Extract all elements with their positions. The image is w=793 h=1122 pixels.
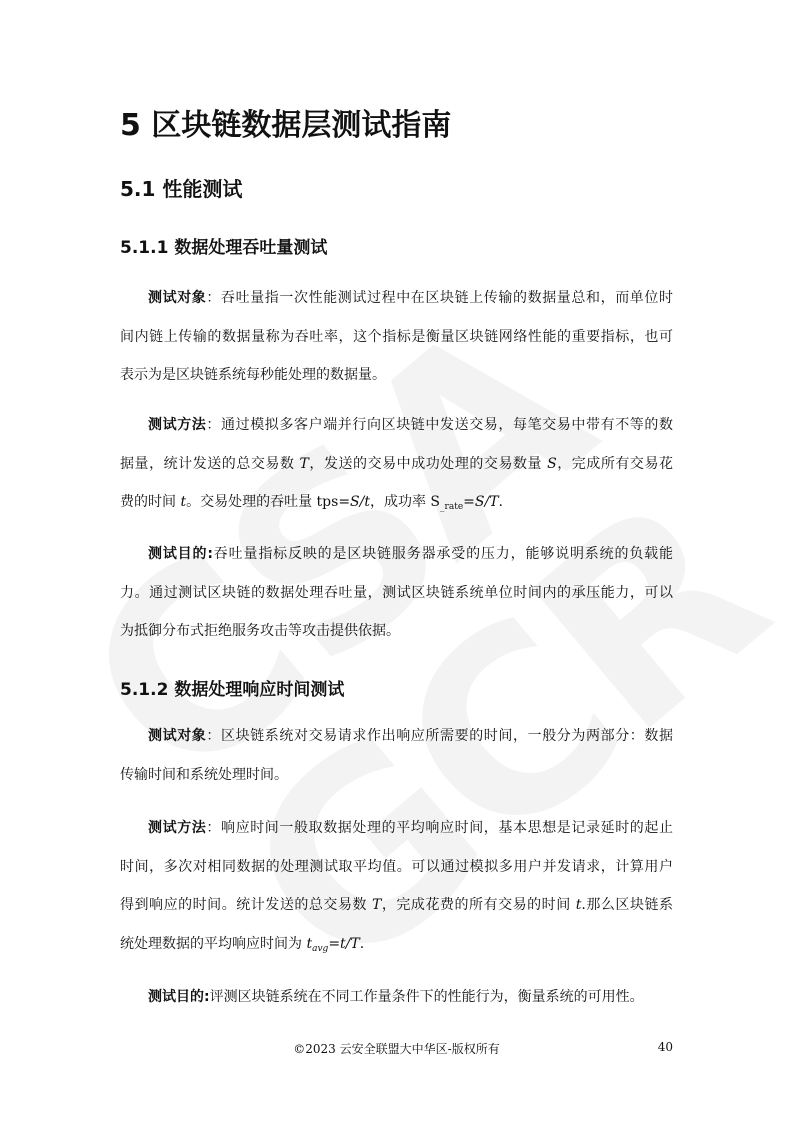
label-test-object: 测试对象 (148, 728, 207, 744)
paragraph-test-method-response: 测试方法：响应时间一般取数据处理的平均响应时间，基本思想是记录延时的起止 时间，多次对相同数据的处理测试取平均值。可以通过模拟多用户并发请求，计算用户 得到响应的时间。统计发送的总交易数 T，完成花费的所有交易的时间 t.那么区块链系 统处理数据的平均响应时间为 $t_{avg}=t/T$. (120, 820, 674, 954)
label-test-object: 测试对象 (148, 290, 207, 306)
section-title: 5.1 性能测试 (120, 177, 243, 201)
page-number: 40 (657, 1040, 673, 1054)
paragraph-test-object-response: 测试对象：区块链系统对交易请求作出响应所需要的时间，一般分为两部分：数据 传输时间和系统处理时间。 (120, 728, 674, 783)
paragraph-test-purpose-throughput: 测试目的:吞吐量指标反映的是区块链服务器承受的压力，能够说明系统的负载能 力。通过测试区块链的数据处理吞吐量，测试区块链系统单位时间内的承压能力，可以 为抵御分布式拒绝服务攻击等攻击提供依据。 (120, 546, 673, 639)
subsection-title-throughput: 5.1.1 数据处理吞吐量测试 (120, 238, 328, 258)
label-test-method: 测试方法 (148, 417, 207, 433)
label-test-purpose: 测试目的: (148, 989, 210, 1005)
subsection-title-response-time: 5.1.2 数据处理响应时间测试 (120, 680, 345, 700)
paragraph-test-method-throughput: 测试方法：通过模拟多客户端并行向区块链中发送交易，每笔交易中带有不等的数 据量，统计发送的总交易数 T，发送的交易中成功处理的交易数量 S，完成所有交易花 费的时间 t。交易处理的吞吐量 tps=S/t，成功率 $S_{\_rate}=S/T$. (120, 417, 674, 512)
footer-copyright: ©2023 云安全联盟大中华区-版权所有 (293, 1042, 500, 1056)
chapter-title: 5 区块链数据层测试指南 (120, 108, 452, 143)
label-test-method: 测试方法 (148, 820, 207, 836)
label-test-purpose: 测试目的: (148, 546, 213, 562)
paragraph-test-object-throughput: 测试对象：吞吐量指一次性能测试过程中在区块链上传输的数据量总和，而单位时 间内链上传输的数据量称为吞吐率，这个指标是衡量区块链网络性能的重要指标，也可 表示为是区块链系统每秒能处理的数据量。 (120, 290, 674, 383)
paragraph-test-purpose-response: 测试目的:评测区块链系统在不同工作量条件下的性能行为，衡量系统的可用性。 (148, 989, 644, 1005)
